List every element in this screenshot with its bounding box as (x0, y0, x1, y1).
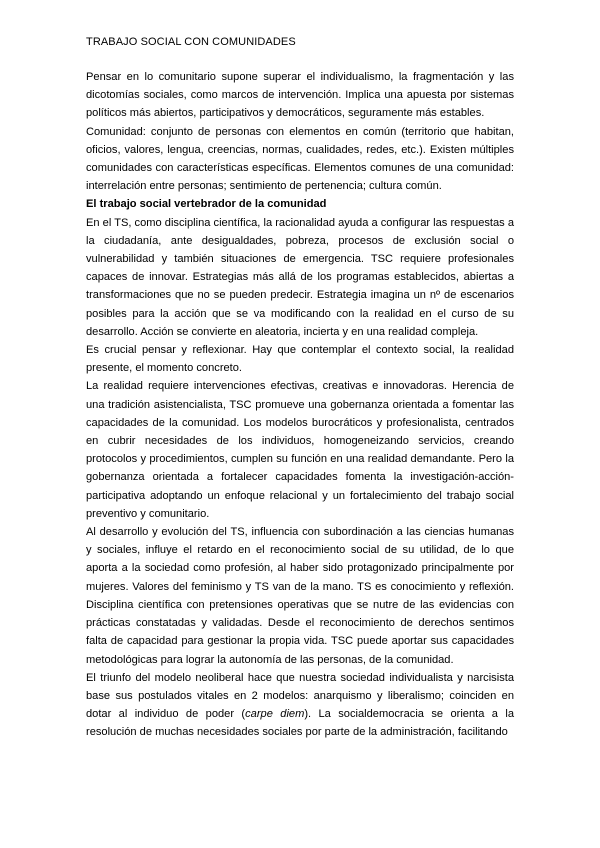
paragraph-neoliberal-italic: carpe diem (245, 708, 305, 721)
paragraph-desarrollo: Al desarrollo y evolución del TS, influencia con subordinación a las ciencias humanas y sociales, influye el retardo en el reconocimiento social de su utilidad, de lo que aporta a la sociedad como profesión, al haber sido protagonizado principalmente por mujeres. Valores del feminismo y TS van de la mano. TS es conocimiento y reflexión. Disciplina científica con pretensiones operativas que se nutre de las evidencias con prácticas constatadas y validadas. Desde el reconocimiento de derechos sentimos falta de capacidad para gestionar la propia vida. TSC puede aportar sus capacidades metodológicas para lograr la autonomía de las personas, de la comunidad. (86, 526, 514, 666)
paragraph-ts-disciplina: En el TS, como disciplina científica, la racionalidad ayuda a configurar las respuestas a la ciudadanía, ante desigualdades, pobreza, procesos de exclusión social o vulnerabilidad y también situaciones de emergencia. TSC requiere profesionales capaces de innovar. Estrategias más allá de los programas establecidos, abiertas a transformaciones que no se pueden predecir. Estrategia imagina un nº de escenarios posibles para la acción que se va modificando con la realidad en el curso de su desarrollo. Acción se convierte en aleatoria, incierta y en una realidad compleja. (86, 216, 514, 338)
paragraph-comunidad: Comunidad: conjunto de personas con elementos en común (territorio que habitan, oficios, valores, lengua, creencias, normas, cualidades, redes, etc.). Existen múltiples comunidades con características específicas. Elementos comunes de una comunidad: interrelación entre personas; sentimiento de pertenencia; cultura común. (86, 125, 514, 193)
page-header: TRABAJO SOCIAL CON COMUNIDADES (86, 36, 296, 48)
paragraph-neoliberal-start: El triunfo del modelo neoliberal hace que nuestra sociedad individualista y narcisista base sus postulados vitales en 2 modelos: anarquismo y liberalismo; coinciden en dotar al individuo de poder ( (86, 671, 514, 721)
paragraph-neoliberal (86, 669, 514, 742)
document-body (86, 68, 514, 742)
paragraph-pensar: Es crucial pensar y reflexionar. Hay que contemplar el contexto social, la realidad presente, el momento concreto. (86, 344, 514, 375)
paragraph-realidad: La realidad requiere intervenciones efectivas, creativas e innovadoras. Herencia de una tradición asistencialista, TSC promueve una gobernanza orientada a fomentar las capacidades de la comunidad. Los modelos burocráticos y profesionalista, centrados en cubrir necesidades de los individuos, homogeneizando servicios, creando protocolos y procedimientos, cumplen su función en una realidad demandante. Pero la gobernanza orientada a fortalecer capacidades fomenta la investigación-acción-participativa adoptando un enfoque relacional y un fortalecimiento del trabajo social preventivo y comunitario. (86, 380, 514, 520)
paragraph-comunitario: Pensar en lo comunitario supone superar el individualismo, la fragmentación y las dicotomías sociales, como marcos de intervención. Implica una apuesta por sistemas políticos más abiertos, participativos y democráticos, seguramente más estables. (86, 71, 514, 120)
paragraph-neoliberal-end: ). La socialdemocracia se orienta a la resolución de muchas necesidades sociales por parte de la administración, facilitando (86, 708, 514, 739)
section-heading: El trabajo social vertebrador de la comunidad (86, 198, 327, 211)
